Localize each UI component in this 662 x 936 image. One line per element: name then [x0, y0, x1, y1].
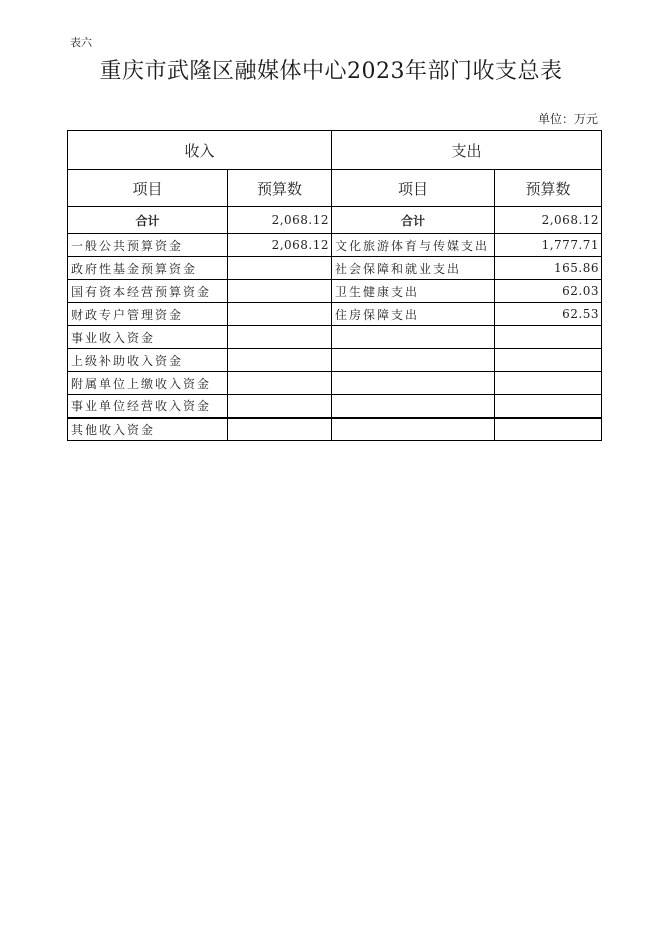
total-row [68, 207, 602, 234]
income-item-header: 项目 [68, 170, 228, 207]
income-amount [228, 326, 332, 349]
expense-item: 住房保障支出 [332, 303, 495, 326]
table-row [68, 349, 602, 372]
section-header-row [68, 131, 602, 170]
expense-amount [495, 349, 602, 372]
income-amount [228, 349, 332, 372]
table-row [68, 395, 602, 418]
expense-total-label: 合计 [332, 207, 495, 234]
income-amount [228, 257, 332, 280]
expense-section-header: 支出 [332, 131, 602, 170]
expense-item: 文化旅游体育与传媒支出 [332, 234, 495, 257]
income-item: 财政专户管理资金 [68, 303, 228, 326]
page-title: 重庆市武隆区融媒体中心2023年部门收支总表 [99, 59, 563, 84]
expense-amount [495, 326, 602, 349]
expense-amount: 62.03 [495, 280, 602, 303]
income-amount [228, 372, 332, 395]
expense-amount [495, 372, 602, 395]
unit-label: 单位：万元 [537, 112, 598, 126]
expense-item [332, 372, 495, 395]
expense-amount [495, 418, 602, 441]
expense-amount: 62.53 [495, 303, 602, 326]
expense-amount: 165.86 [495, 257, 602, 280]
income-item: 事业单位经营收入资金 [68, 395, 228, 418]
table-row [68, 372, 602, 395]
income-item: 政府性基金预算资金 [68, 257, 228, 280]
income-item: 事业收入资金 [68, 326, 228, 349]
expense-amount-header: 预算数 [495, 170, 602, 207]
income-item: 其他收入资金 [68, 418, 228, 441]
table-row [68, 234, 602, 257]
income-item: 国有资本经营预算资金 [68, 280, 228, 303]
income-amount [228, 303, 332, 326]
income-amount [228, 280, 332, 303]
expense-item-header: 项目 [332, 170, 495, 207]
income-item: 上级补助收入资金 [68, 349, 228, 372]
expense-total-amount: 2,068.12 [495, 207, 602, 234]
expense-item [332, 326, 495, 349]
income-section-header: 收入 [68, 131, 332, 170]
expense-amount: 1,777.71 [495, 234, 602, 257]
table-row [68, 418, 602, 441]
column-header-row [68, 170, 602, 207]
expense-item: 卫生健康支出 [332, 280, 495, 303]
expense-item [332, 395, 495, 418]
income-amount: 2,068.12 [228, 234, 332, 257]
income-amount [228, 395, 332, 418]
table-row [68, 280, 602, 303]
expense-item: 社会保障和就业支出 [332, 257, 495, 280]
table-row [68, 303, 602, 326]
income-total-label: 合计 [68, 207, 228, 234]
income-amount-header: 预算数 [228, 170, 332, 207]
expense-item [332, 349, 495, 372]
income-item: 一般公共预算资金 [68, 234, 228, 257]
table-row [68, 257, 602, 280]
income-amount [228, 418, 332, 441]
expense-item [332, 418, 495, 441]
income-item: 附属单位上缴收入资金 [68, 372, 228, 395]
table-row [68, 326, 602, 349]
expense-amount [495, 395, 602, 418]
budget-summary-table [67, 130, 602, 441]
table-number-label: 表六 [70, 36, 92, 49]
income-total-amount: 2,068.12 [228, 207, 332, 234]
